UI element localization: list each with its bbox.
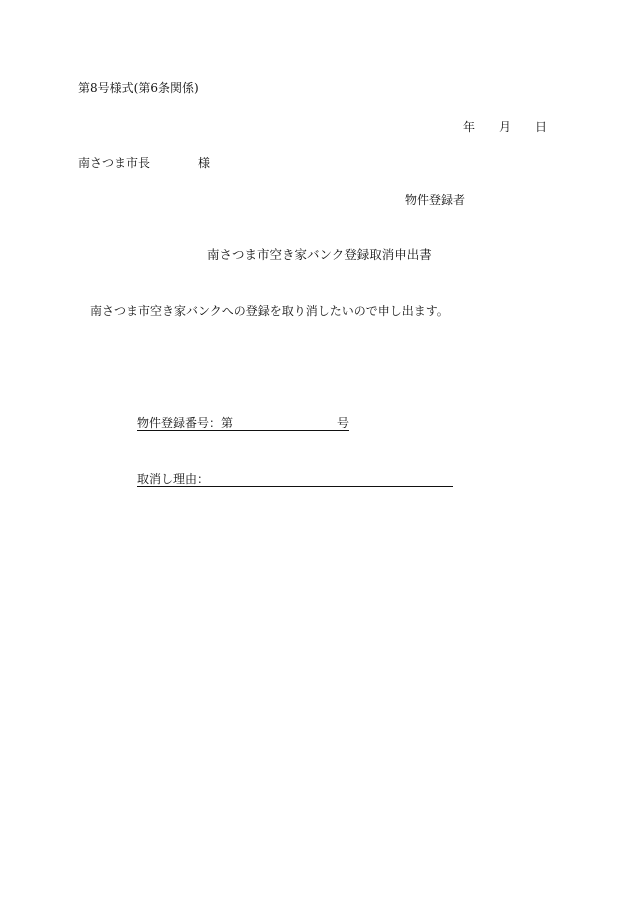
date-month-label: 月 bbox=[499, 120, 512, 134]
addressee bbox=[78, 157, 210, 169]
form-number: 第8号様式(第6条関係) bbox=[78, 81, 199, 95]
cancel-reason-label: 取消し理由： bbox=[137, 472, 210, 486]
addressee-name: 南さつま市長 bbox=[78, 156, 151, 170]
cancel-reason-field bbox=[137, 473, 453, 487]
date-year-label: 年 bbox=[463, 120, 476, 134]
addressee-honorific: 様 bbox=[198, 156, 211, 170]
registrant-label: 物件登録者 bbox=[405, 193, 466, 207]
registration-number-suffix: 号 bbox=[337, 416, 350, 430]
registration-number-label: 物件登録番号：第 bbox=[137, 416, 234, 430]
registration-number-field bbox=[137, 417, 349, 431]
body-text: 南さつま市空き家バンクへの登録を取り消したいので申し出ます。 bbox=[90, 304, 449, 318]
date-line bbox=[463, 121, 547, 133]
date-day-label: 日 bbox=[535, 120, 548, 134]
document-title: 南さつま市空き家バンク登録取消申出書 bbox=[207, 247, 432, 262]
